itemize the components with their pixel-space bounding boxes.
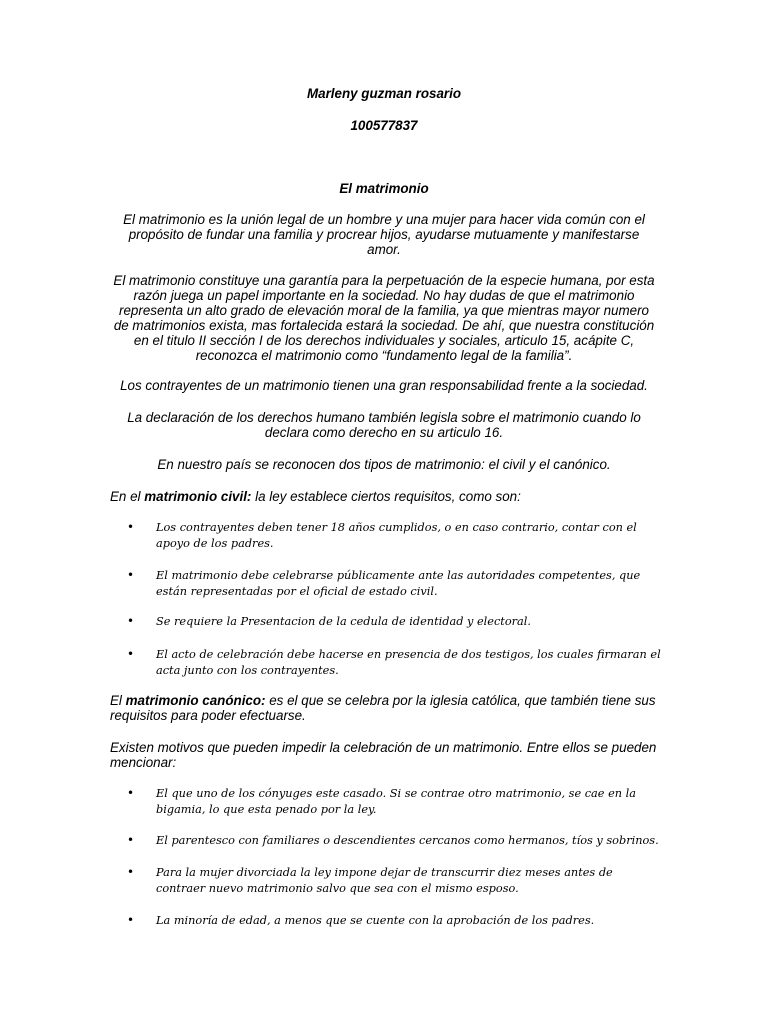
civil-requirement-text: El acto de celebración debe hacerse en presencia de dos testigos, los cuales firmaran el acta junto con los contrayentes. [156, 648, 661, 677]
canonico-intro [110, 693, 662, 723]
impediment-text: El parentesco con familiares o descendientes cercanos como hermanos, tíos y sobrinos. [156, 834, 659, 847]
paragraph-guarantee: El matrimonio constituye una garantía para la perpetuación de la especie humana, por esta razón juega un papel importante en la sociedad. No hay dudas de que el matrimonio representa un alto grado de elevación moral de la familia, ya que mientras mayor numero de matrimonios exista, mas fortalecida estará la sociedad. De ahí, que nuestra constitución en el titulo II sección I de los derechos individuales y sociales, articulo 15, acápite C, reconozca el matrimonio como “fundamento legal de la familia”. [113, 273, 655, 363]
civil-requirement-text: Se requiere la Presentacion de la cedula de identidad y electoral. [156, 615, 531, 628]
author-name: Marleny guzman rosario [306, 86, 462, 101]
document-title: El matrimonio [339, 181, 429, 196]
impediment-text: La minoría de edad, a menos que se cuente con la aprobación de los padres. [156, 914, 595, 927]
paragraph-definition: El matrimonio es la unión legal de un hombre y una mujer para hacer vida común con el propósito de fundar una familia y procrear hijos, ayudarse mutuamente y manifestarse amor. [123, 212, 645, 257]
bullet-icon: • [127, 568, 135, 582]
civil-requirement-text: Los contrayentes deben tener 18 años cumplidos, o en caso contrario, contar con el apoyo de los padres. [156, 521, 637, 550]
civil-intro-post: la ley establece ciertos requisitos, como son: [251, 489, 521, 504]
canonico-intro-pre: El [110, 693, 126, 708]
bullet-icon: • [127, 614, 135, 628]
bullet-icon: • [127, 786, 135, 800]
impedimentos-intro: Existen motivos que pueden impedir la celebración de un matrimonio. Entre ellos se pueden mencionar: [110, 740, 657, 770]
civil-intro [110, 489, 662, 504]
bullet-icon: • [127, 647, 135, 661]
civil-intro-pre: En el [110, 489, 145, 504]
paragraph-responsibility: Los contrayentes de un matrimonio tienen una gran responsabilidad frente a la sociedad. [120, 378, 648, 393]
student-id: 100577837 [350, 118, 418, 133]
bullet-icon: • [127, 833, 135, 847]
paragraph-human-rights: La declaración de los derechos humano también legisla sobre el matrimonio cuando lo declara como derecho en su articulo 16. [127, 410, 641, 440]
civil-intro-term: matrimonio civil: [144, 489, 252, 504]
impediment-text: Para la mujer divorciada la ley impone dejar de transcurrir diez meses antes de contraer nuevo matrimonio salvo que sea con el mismo esposo. [156, 866, 613, 895]
impediment-text: El que uno de los cónyuges este casado. Si se contrae otro matrimonio, se cae en la bigamia, lo que esta penado por la ley. [156, 787, 636, 816]
bullet-icon: • [127, 913, 135, 927]
bullet-icon: • [127, 520, 135, 534]
canonico-intro-term: matrimonio canónico: [125, 693, 266, 708]
civil-requirement-text: El matrimonio debe celebrarse públicamente ante las autoridades competentes, que están representadas por el oficial de estado civil. [156, 569, 641, 598]
canonico-intro-post: es el que se celebra por la iglesia católica, que también tiene sus requisitos para poder efectuarse. [110, 693, 656, 723]
paragraph-two-types: En nuestro país se reconocen dos tipos de matrimonio: el civil y el canónico. [157, 457, 611, 472]
bullet-icon: • [127, 865, 135, 879]
